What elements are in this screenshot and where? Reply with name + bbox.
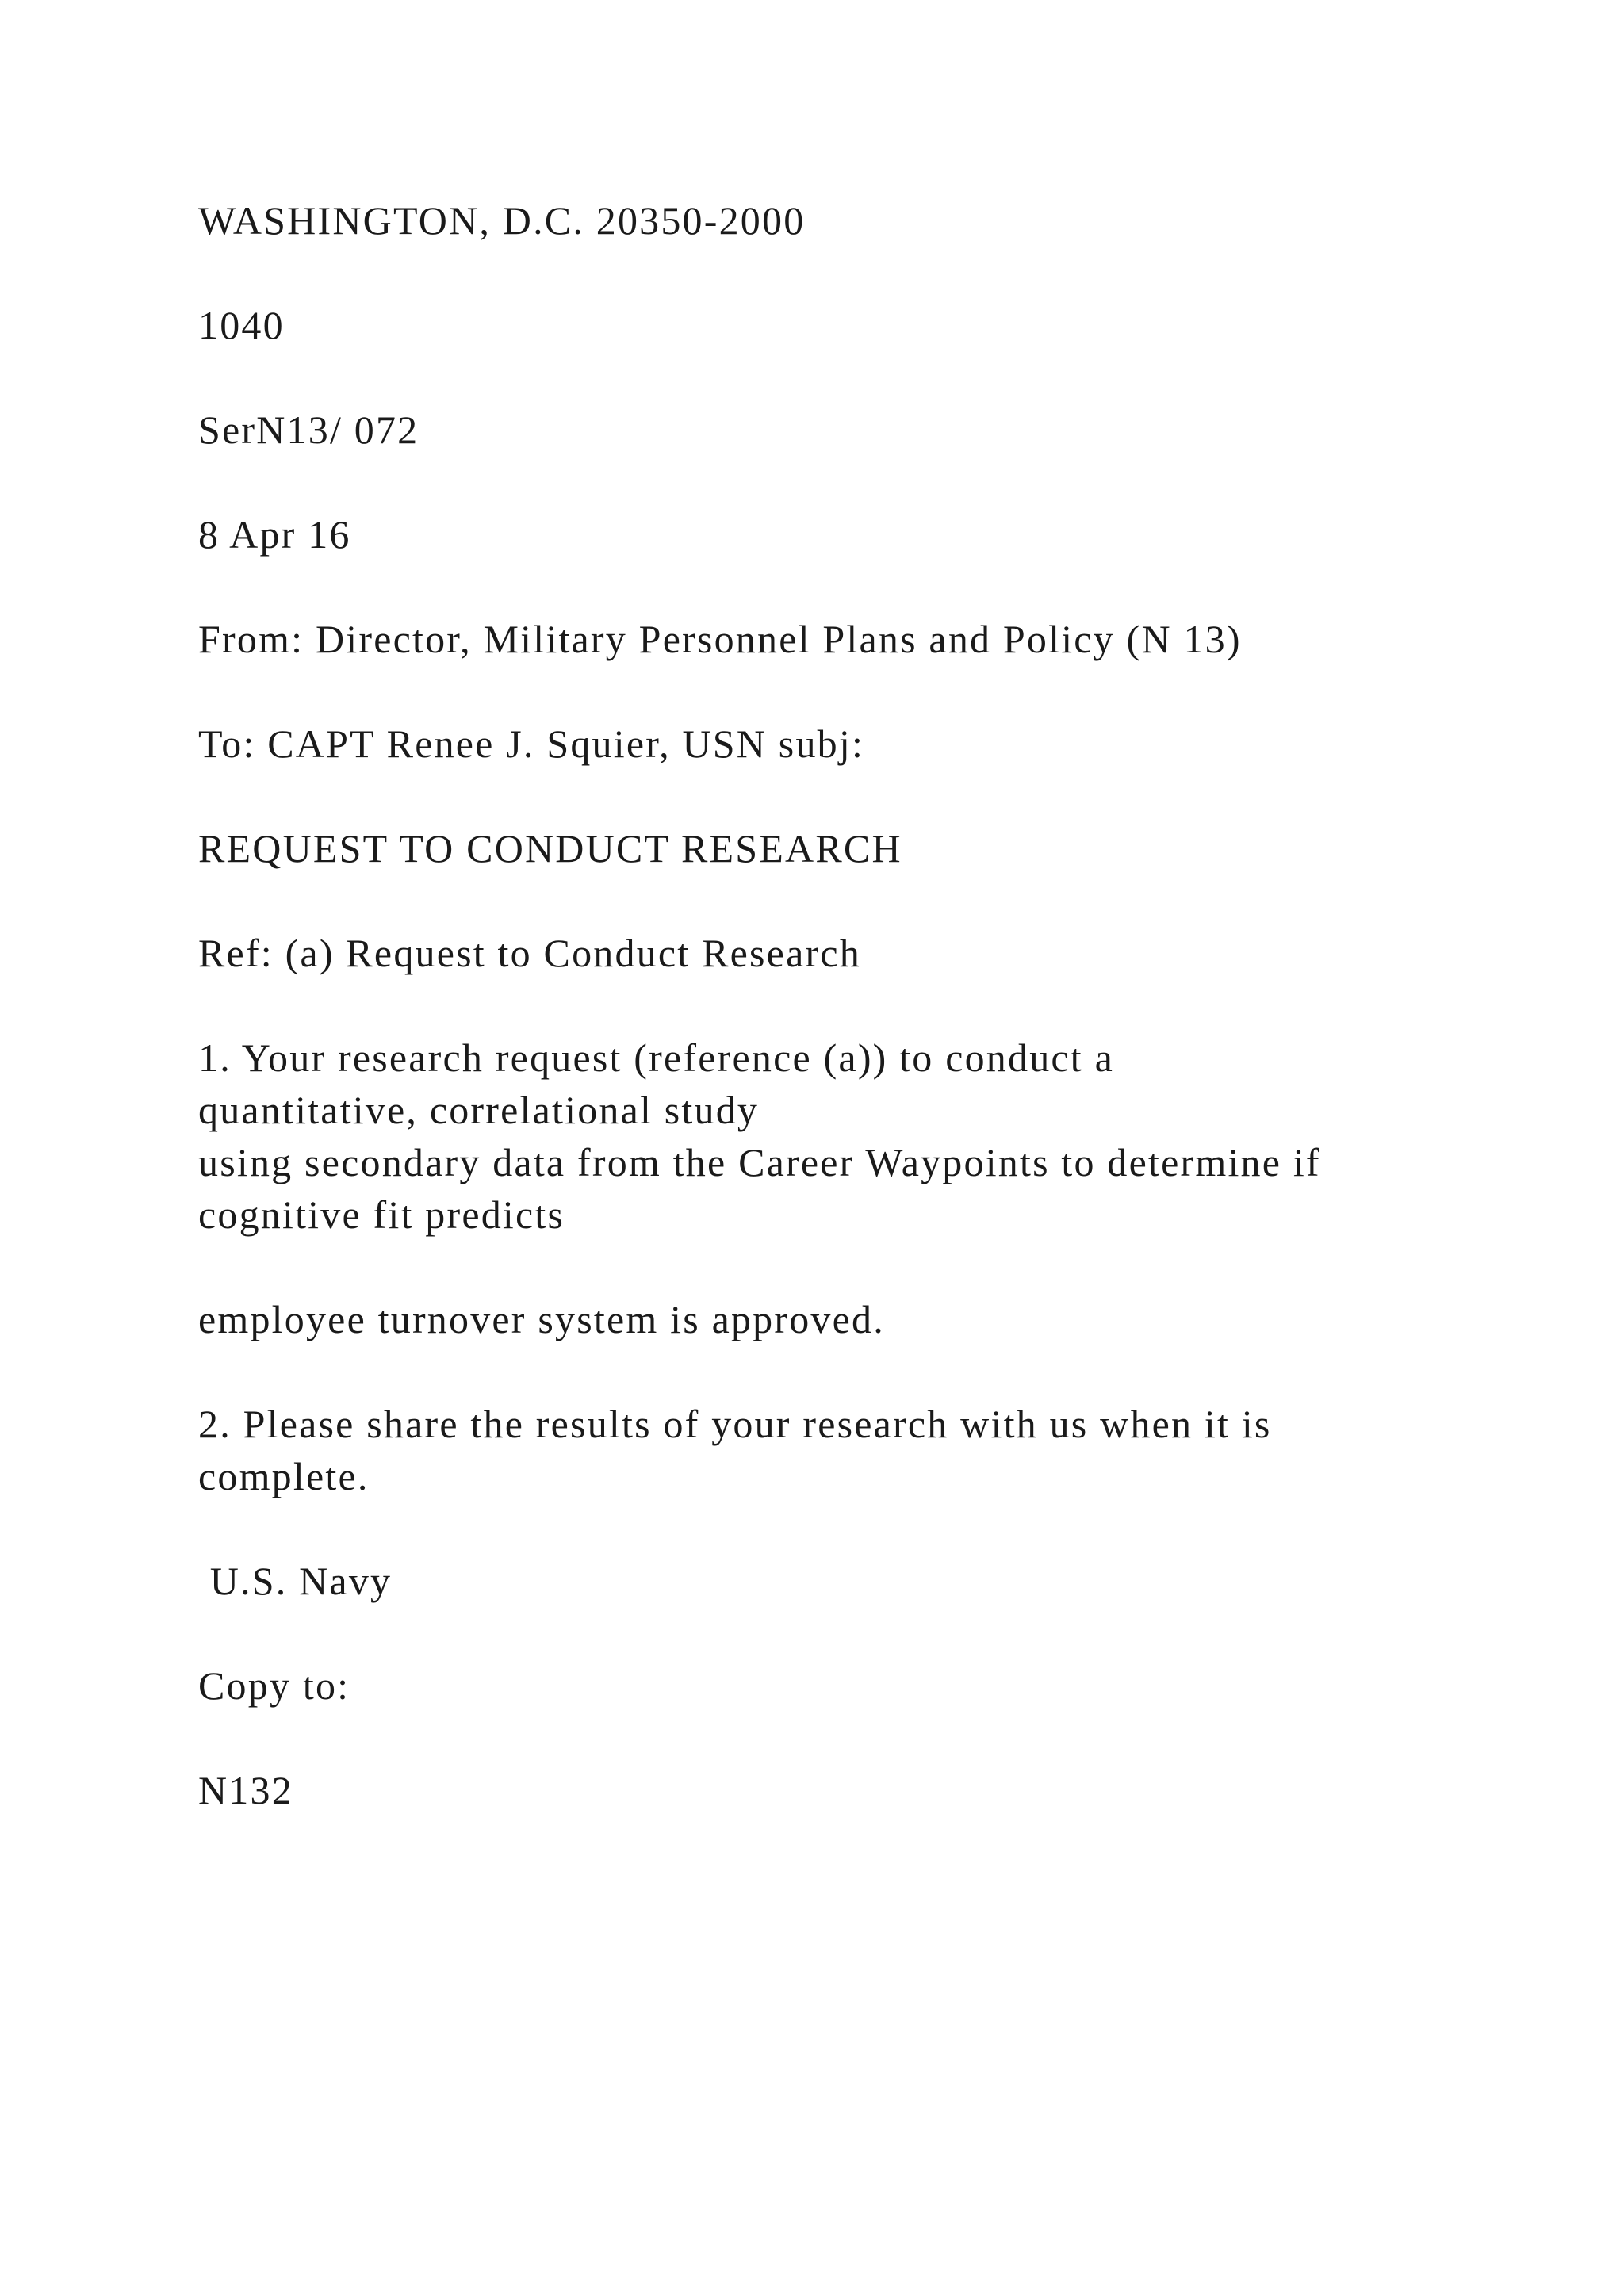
subject-line: REQUEST TO CONDUCT RESEARCH xyxy=(198,826,902,871)
signature-block: U.S. Navy xyxy=(198,1559,393,1603)
paragraph-1-line: cognitive fit predicts xyxy=(198,1192,565,1237)
serial-number: SerN13/ 072 xyxy=(198,408,419,452)
paragraph-1-line: 1. Your research request (reference (a)) to conduct a xyxy=(198,1035,1114,1080)
letter-date: 8 Apr 16 xyxy=(198,512,351,557)
to-line: To: CAPT Renee J. Squier, USN subj: xyxy=(198,721,865,766)
paragraph-2-line: complete. xyxy=(198,1454,370,1498)
paragraph-1 xyxy=(198,1031,1321,1241)
ssic-code: 1040 xyxy=(198,303,285,347)
paragraph-1-line: quantitative, correlational study xyxy=(198,1088,760,1132)
from-line: From: Director, Military Personnel Plans and Policy (N 13) xyxy=(198,617,1242,661)
copy-to-label: Copy to: xyxy=(198,1663,350,1708)
paragraph-2 xyxy=(198,1398,1272,1502)
reference-line: Ref: (a) Request to Conduct Research xyxy=(198,931,861,975)
paragraph-1-line: using secondary data from the Career Waypoints to determine if xyxy=(198,1140,1321,1184)
address-line: WASHINGTON, D.C. 20350-2000 xyxy=(198,198,806,243)
paragraph-1-continuation: employee turnover system is approved. xyxy=(198,1297,885,1341)
copy-to-recipient: N132 xyxy=(198,1768,293,1812)
paragraph-2-line: 2. Please share the results of your research with us when it is xyxy=(198,1402,1272,1446)
